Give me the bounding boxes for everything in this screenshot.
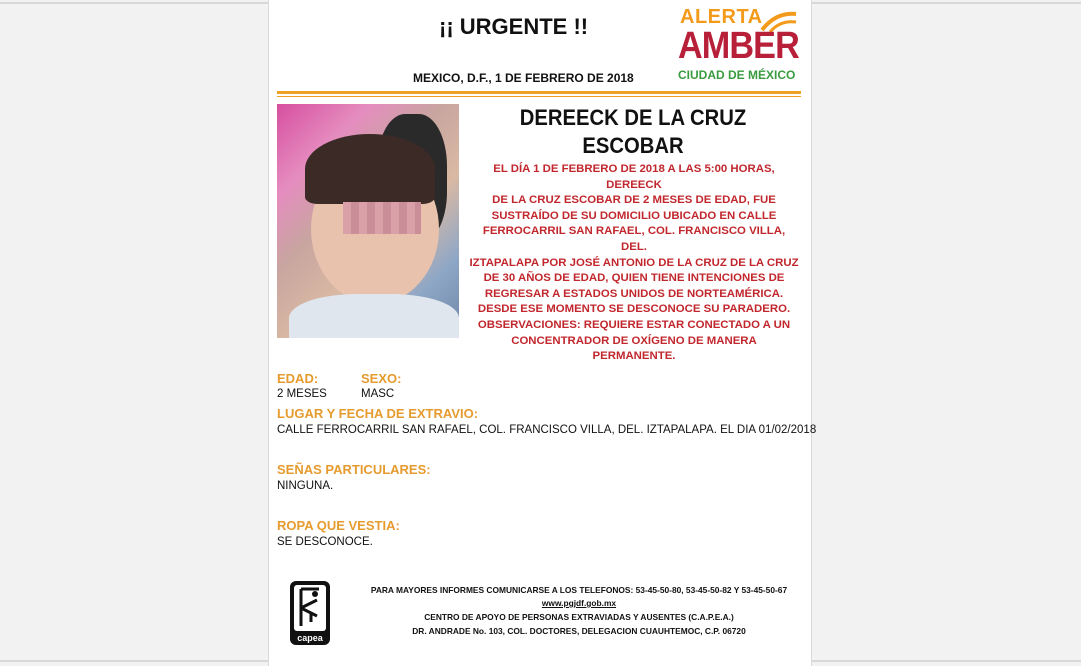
divider [0, 660, 268, 662]
missing-child-photo [277, 104, 459, 338]
divider [0, 2, 268, 4]
footer-address: DR. ANDRADE No. 103, COL. DOCTORES, DELEGACION CUAUHTEMOC, C.P. 06720 [412, 626, 746, 636]
story-line: FERROCARRIL SAN RAFAEL, COL. FRANCISCO VILLA, DEL. [482, 225, 786, 253]
story-line: EL DÍA 1 DE FEBRERO DE 2018 A LAS 5:00 HORAS, DEREECK [493, 163, 775, 191]
photo-detail [289, 294, 459, 338]
place-label: LUGAR Y FECHA DE EXTRAVIO: [277, 406, 479, 421]
footer-website-link[interactable]: www.pgjdf.gob.mx [541, 598, 617, 608]
pixelated-eyes [343, 202, 421, 234]
story-line: DE 30 AÑOS DE EDAD, QUIEN TIENE INTENCIONES DE [483, 272, 785, 285]
divider [277, 96, 801, 97]
footer-center-name: CENTRO DE APOYO DE PERSONAS EXTRAVIADAS Y AUSENTES (C.A.P.E.A.) [424, 612, 734, 622]
sex-label: SEXO: [361, 371, 402, 386]
divider [812, 660, 1081, 662]
name-line: DEREECK DE LA CRUZ [519, 105, 747, 130]
clothes-value: SE DESCONOCE. [277, 536, 373, 548]
story-line: CONCENTRADOR DE OXÍGENO DE MANERA PERMANENTE. [511, 334, 757, 363]
name-line: ESCOBAR [582, 133, 684, 158]
story-line: DE LA CRUZ ESCOBAR DE 2 MESES DE EDAD, FUE [492, 194, 776, 207]
clothes-label: ROPA QUE VESTIA: [277, 518, 400, 533]
story-line: IZTAPALAPA POR JOSÉ ANTONIO DE LA CRUZ DE LA CRUZ [469, 256, 799, 269]
footer-phones: PARA MAYORES INFORMES COMUNICARSE A LOS TELEFONOS: 53-45-50-80, 53-45-50-82 Y 53-45-50-67 [370, 585, 788, 595]
amber-alert-poster [268, 0, 817, 666]
story-line: OBSERVACIONES: REQUIERE ESTAR CONECTADO A UN [477, 318, 791, 331]
logo-amber-text: AMBER [678, 25, 799, 67]
background-left [0, 0, 268, 666]
capea-logo [289, 580, 331, 646]
missing-person-name [487, 104, 780, 160]
dateline: MEXICO, D.F., 1 DE FEBRERO DE 2018 [413, 71, 634, 85]
story-line: DESDE ESE MOMENTO SE DESCONOCE SU PARADERO. [477, 303, 791, 316]
age-label: EDAD: [277, 371, 319, 386]
incident-description [469, 162, 799, 365]
urgent-heading: ¡¡ URGENTE !! [439, 14, 589, 39]
alerta-amber-logo [674, 6, 804, 86]
sex-value: MASC [361, 388, 395, 400]
marks-value: NINGUNA. [277, 480, 334, 492]
age-value: 2 MESES [277, 388, 327, 400]
background-right [812, 0, 1081, 666]
marks-label: SEÑAS PARTICULARES: [277, 462, 431, 477]
photo-detail [305, 134, 435, 204]
place-value: CALLE FERROCARRIL SAN RAFAEL, COL. FRANCISCO VILLA, DEL. IZTAPALAPA. EL DIA 01/02/2018 [277, 424, 817, 436]
logo-alerta-text: ALERTA [680, 6, 763, 28]
divider [277, 91, 801, 94]
story-line: REGRESAR A ESTADOS UNIDOS DE NORTEAMÉRICA. [484, 287, 784, 300]
divider [812, 2, 1081, 4]
logo-city-text: CIUDAD DE MÉXICO [678, 68, 796, 82]
capea-logo-text: capea [297, 633, 323, 643]
story-line: SUSTRAÍDO DE SU DOMICILIO UBICADO EN CALLE [491, 209, 777, 222]
